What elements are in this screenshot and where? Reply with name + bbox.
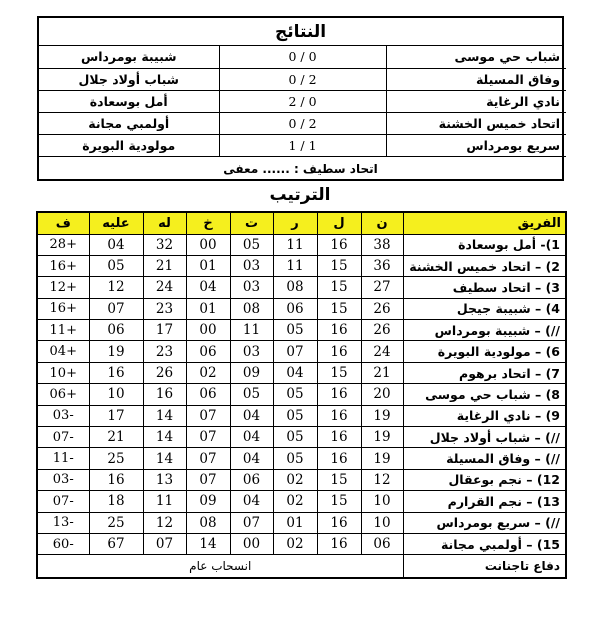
cell-won: 02	[273, 469, 317, 490]
cell-pts: 10	[361, 512, 403, 533]
cell-ga: 67	[89, 533, 143, 554]
cell-won: 05	[273, 384, 317, 405]
standings-footer-row	[37, 555, 566, 578]
cell-team: 12) – نجم بوعقال	[403, 469, 566, 490]
cell-won: 05	[273, 427, 317, 448]
standings-row	[37, 469, 566, 490]
match-score: 0 / 2	[219, 112, 386, 134]
cell-played: 16	[317, 427, 361, 448]
cell-pts: 19	[361, 448, 403, 469]
header-lost: خ	[186, 212, 230, 234]
match-score: 0 / 0	[219, 46, 386, 68]
standings-row	[37, 277, 566, 298]
standings-title: الترتيب	[269, 185, 331, 205]
cell-gd: 10+	[37, 362, 89, 383]
cell-won: 05	[273, 320, 317, 341]
cell-gd: 03-	[37, 405, 89, 426]
cell-played: 15	[317, 362, 361, 383]
cell-gd: 07-	[37, 491, 89, 512]
standings-row	[37, 320, 566, 341]
match-home-team: وفاق المسيلة	[386, 68, 566, 90]
standings-row	[37, 255, 566, 276]
cell-played: 16	[317, 448, 361, 469]
cell-lost: 14	[186, 533, 230, 554]
cell-lost: 07	[186, 448, 230, 469]
cell-played: 16	[317, 405, 361, 426]
cell-pts: 06	[361, 533, 403, 554]
cell-gf: 14	[143, 448, 186, 469]
cell-lost: 00	[186, 234, 230, 255]
cell-gf: 14	[143, 427, 186, 448]
cell-drawn: 00	[230, 533, 273, 554]
standings-row	[37, 362, 566, 383]
cell-drawn: 03	[230, 341, 273, 362]
cell-drawn: 04	[230, 427, 273, 448]
cell-won: 05	[273, 405, 317, 426]
match-home-team: سريع بومرداس	[386, 134, 566, 156]
cell-gf: 21	[143, 255, 186, 276]
standings-row	[37, 427, 566, 448]
cell-pts: 10	[361, 491, 403, 512]
cell-pts: 26	[361, 320, 403, 341]
cell-team: 1)- أمل بوسعادة	[403, 234, 566, 255]
standings-row	[37, 384, 566, 405]
results-table	[39, 46, 566, 157]
match-home-team: اتحاد خميس الخشنة	[386, 112, 566, 134]
cell-gd: 28+	[37, 234, 89, 255]
cell-team: //) – سريع بومرداس	[403, 512, 566, 533]
cell-lost: 06	[186, 341, 230, 362]
cell-gf: 13	[143, 469, 186, 490]
match-row	[39, 90, 566, 112]
match-away-team: مولودية البويرة	[39, 134, 219, 156]
cell-gf: 17	[143, 320, 186, 341]
standings-row	[37, 234, 566, 255]
cell-won: 11	[273, 234, 317, 255]
cell-team: 15) – أولمبي مجانة	[403, 533, 566, 554]
standings-row	[37, 405, 566, 426]
cell-played: 16	[317, 512, 361, 533]
cell-played: 16	[317, 533, 361, 554]
standings-row	[37, 298, 566, 319]
cell-gd: 16+	[37, 255, 89, 276]
cell-won: 01	[273, 512, 317, 533]
results-note: اتحاد سطيف : ...... معفى	[223, 161, 378, 176]
cell-drawn: 07	[230, 512, 273, 533]
standings-table	[36, 211, 567, 579]
cell-gf: 32	[143, 234, 186, 255]
cell-ga: 17	[89, 405, 143, 426]
cell-gd: 06+	[37, 384, 89, 405]
header-drawn: ت	[230, 212, 273, 234]
cell-pts: 38	[361, 234, 403, 255]
cell-gf: 12	[143, 512, 186, 533]
match-score: 1 / 1	[219, 134, 386, 156]
cell-team: //) – شبيبة بومرداس	[403, 320, 566, 341]
standings-row	[37, 533, 566, 554]
cell-gd: 03-	[37, 469, 89, 490]
cell-drawn: 05	[230, 234, 273, 255]
cell-lost: 02	[186, 362, 230, 383]
cell-lost: 07	[186, 469, 230, 490]
cell-gf: 26	[143, 362, 186, 383]
cell-gf: 14	[143, 405, 186, 426]
match-away-team: أمل بوسعادة	[39, 90, 219, 112]
cell-drawn: 06	[230, 469, 273, 490]
cell-team: 8) – شباب حي موسى	[403, 384, 566, 405]
cell-team: 3) – اتحاد سطيف	[403, 277, 566, 298]
cell-pts: 19	[361, 405, 403, 426]
cell-lost: 07	[186, 427, 230, 448]
match-score: 0 / 2	[219, 68, 386, 90]
cell-ga: 18	[89, 491, 143, 512]
cell-ga: 25	[89, 448, 143, 469]
cell-lost: 01	[186, 255, 230, 276]
cell-won: 05	[273, 448, 317, 469]
standings-row	[37, 491, 566, 512]
header-pts: ن	[361, 212, 403, 234]
cell-played: 15	[317, 277, 361, 298]
cell-drawn: 09	[230, 362, 273, 383]
standings-row	[37, 512, 566, 533]
match-home-team: شباب حي موسى	[386, 46, 566, 68]
cell-ga: 16	[89, 469, 143, 490]
cell-gd: 11+	[37, 320, 89, 341]
cell-drawn: 04	[230, 491, 273, 512]
match-row	[39, 112, 566, 134]
cell-gd: 12+	[37, 277, 89, 298]
cell-team: 6) – مولودية البويرة	[403, 341, 566, 362]
cell-played: 15	[317, 469, 361, 490]
results-box	[37, 16, 564, 181]
match-away-team: أولمبي مجانة	[39, 112, 219, 134]
cell-ga: 10	[89, 384, 143, 405]
cell-lost: 01	[186, 298, 230, 319]
cell-ga: 06	[89, 320, 143, 341]
cell-gd: 11-	[37, 448, 89, 469]
cell-ga: 07	[89, 298, 143, 319]
cell-pts: 12	[361, 469, 403, 490]
header-ga: عليه	[89, 212, 143, 234]
cell-ga: 04	[89, 234, 143, 255]
cell-ga: 25	[89, 512, 143, 533]
cell-pts: 27	[361, 277, 403, 298]
cell-team: //) – وفاق المسيلة	[403, 448, 566, 469]
cell-ga: 19	[89, 341, 143, 362]
cell-team: 13) – نجم القرارم	[403, 491, 566, 512]
cell-gd: 04+	[37, 341, 89, 362]
cell-team: 7) – اتحاد برهوم	[403, 362, 566, 383]
cell-won: 02	[273, 491, 317, 512]
cell-played: 16	[317, 234, 361, 255]
cell-won: 02	[273, 533, 317, 554]
cell-pts: 21	[361, 362, 403, 383]
cell-ga: 05	[89, 255, 143, 276]
cell-gd: 07-	[37, 427, 89, 448]
cell-team: 9) – نادي الرغاية	[403, 405, 566, 426]
cell-played: 16	[317, 384, 361, 405]
cell-drawn: 08	[230, 298, 273, 319]
cell-team: //) – شباب أولاد جلال	[403, 427, 566, 448]
cell-played: 15	[317, 491, 361, 512]
match-row	[39, 134, 566, 156]
cell-drawn: 03	[230, 277, 273, 298]
cell-lost: 09	[186, 491, 230, 512]
cell-lost: 08	[186, 512, 230, 533]
cell-played: 16	[317, 341, 361, 362]
header-gf: له	[143, 212, 186, 234]
withdrawal-note: انسحاب عام	[37, 555, 403, 578]
cell-pts: 20	[361, 384, 403, 405]
cell-gf: 07	[143, 533, 186, 554]
cell-lost: 07	[186, 405, 230, 426]
match-away-team: شباب أولاد جلال	[39, 68, 219, 90]
cell-gf: 23	[143, 298, 186, 319]
header-played: ل	[317, 212, 361, 234]
match-row	[39, 68, 566, 90]
cell-gf: 23	[143, 341, 186, 362]
cell-gd: 16+	[37, 298, 89, 319]
results-title: النتائج	[39, 18, 562, 46]
header-gd: ف	[37, 212, 89, 234]
cell-drawn: 04	[230, 405, 273, 426]
match-score: 2 / 0	[219, 90, 386, 112]
match-home-team: نادي الرغاية	[386, 90, 566, 112]
standings-header-row	[37, 212, 566, 234]
cell-drawn: 05	[230, 384, 273, 405]
cell-pts: 36	[361, 255, 403, 276]
cell-played: 15	[317, 298, 361, 319]
header-won: ر	[273, 212, 317, 234]
withdrawn-team: دفاع تاجنانت	[403, 555, 566, 578]
cell-won: 07	[273, 341, 317, 362]
cell-won: 04	[273, 362, 317, 383]
cell-pts: 24	[361, 341, 403, 362]
cell-ga: 16	[89, 362, 143, 383]
cell-ga: 12	[89, 277, 143, 298]
cell-gf: 11	[143, 491, 186, 512]
cell-gd: 60-	[37, 533, 89, 554]
cell-lost: 06	[186, 384, 230, 405]
cell-won: 06	[273, 298, 317, 319]
match-away-team: شبيبة بومرداس	[39, 46, 219, 68]
cell-gf: 24	[143, 277, 186, 298]
cell-played: 15	[317, 255, 361, 276]
cell-drawn: 11	[230, 320, 273, 341]
cell-team: 4) – شبيبة جيجل	[403, 298, 566, 319]
header-team: الفريق	[403, 212, 566, 234]
cell-lost: 04	[186, 277, 230, 298]
cell-gf: 16	[143, 384, 186, 405]
standings-row	[37, 341, 566, 362]
cell-pts: 26	[361, 298, 403, 319]
cell-lost: 00	[186, 320, 230, 341]
cell-played: 16	[317, 320, 361, 341]
match-row	[39, 46, 566, 68]
cell-drawn: 03	[230, 255, 273, 276]
cell-pts: 19	[361, 427, 403, 448]
cell-ga: 21	[89, 427, 143, 448]
cell-drawn: 04	[230, 448, 273, 469]
cell-won: 08	[273, 277, 317, 298]
cell-won: 11	[273, 255, 317, 276]
standings-row	[37, 448, 566, 469]
cell-team: 2) – اتحاد خميس الخشنة	[403, 255, 566, 276]
cell-gd: 13-	[37, 512, 89, 533]
